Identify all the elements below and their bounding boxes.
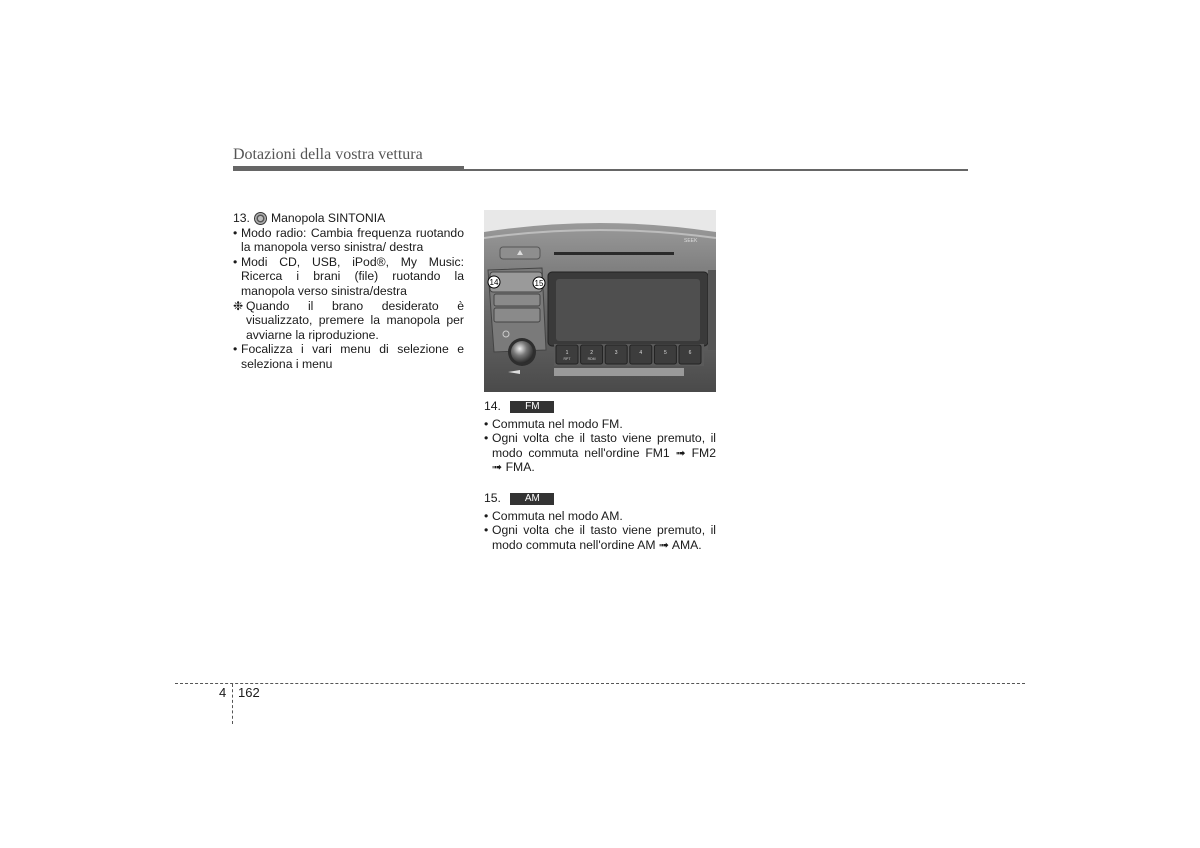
header-rule-thick — [233, 166, 464, 171]
item-15-bullets — [484, 509, 716, 553]
footer-rule — [175, 683, 1025, 684]
list-item: • Modo radio: Cambia frequenza ruotando la manopola verso sinistra/ destra — [233, 226, 464, 255]
preset-button-sublabel: RDM — [587, 357, 596, 361]
section-number: 4 — [219, 685, 227, 700]
list-item: • Ogni volta che il tasto viene premuto, il modo commuta nell'ordine AM ➟ AMA. — [484, 523, 716, 552]
fm-button-badge: FM — [510, 401, 554, 413]
item-13-heading — [233, 211, 464, 226]
item-15-number: 15. — [484, 490, 501, 505]
note-text: Quando il brano desiderato è visualizzato, premere la manopola per avviarne la riproduzione. — [246, 298, 464, 342]
list-item: • Ogni volta che il tasto viene premuto, il modo commuta nell'ordine FM1 ➟ FM2 ➟ FMA. — [484, 431, 716, 475]
callout-14: 14 — [489, 278, 499, 287]
item-13-label: Manopola SINTONIA — [270, 211, 386, 225]
preset-button-label: 3 — [614, 350, 618, 356]
preset-button-sublabel: RPT — [563, 357, 571, 361]
preset-button-label: 6 — [688, 350, 692, 356]
item-13-note — [233, 299, 464, 343]
list-item: • Focalizza i vari menu di selezione e seleziona i menu — [233, 342, 464, 371]
tune-knob-icon — [254, 212, 267, 225]
callout-15: 15 — [534, 279, 544, 288]
tune-knob — [511, 341, 533, 363]
audio-unit-photo — [484, 210, 716, 392]
list-item: • Modi CD, USB, iPod®, My Music: Ricerca i brani (file) ruotando la manopola verso sinistra/destra — [233, 255, 464, 299]
left-column — [233, 211, 464, 372]
item-14-heading — [484, 399, 716, 414]
item-14-bullets — [484, 417, 716, 475]
preset-button-label: 2 — [590, 350, 593, 356]
page-number: 162 — [238, 685, 260, 700]
note-symbol-icon: ❉ — [233, 298, 244, 313]
item-14-number: 14. — [484, 399, 501, 413]
footer-divider — [232, 684, 233, 724]
list-item: • Commuta nel modo AM. — [484, 509, 716, 524]
item-13-bullets — [233, 226, 464, 299]
list-item: • Commuta nel modo FM. — [484, 417, 716, 432]
preset-button-label: 5 — [664, 350, 667, 356]
preset-button-label: 4 — [639, 350, 643, 356]
svg-text:SEEK: SEEK — [684, 238, 698, 244]
am-button-badge: AM — [510, 493, 554, 505]
page-header-title: Dotazioni della vostra vettura — [233, 146, 423, 163]
preset-button-label: 1 — [565, 350, 569, 356]
item-15-heading — [484, 491, 716, 506]
audio-unit-illustration — [484, 210, 716, 392]
header-rule-thin — [464, 169, 968, 171]
middle-column — [484, 399, 716, 552]
item-13-bullets-after — [233, 342, 464, 371]
item-13-number: 13. — [233, 211, 250, 225]
